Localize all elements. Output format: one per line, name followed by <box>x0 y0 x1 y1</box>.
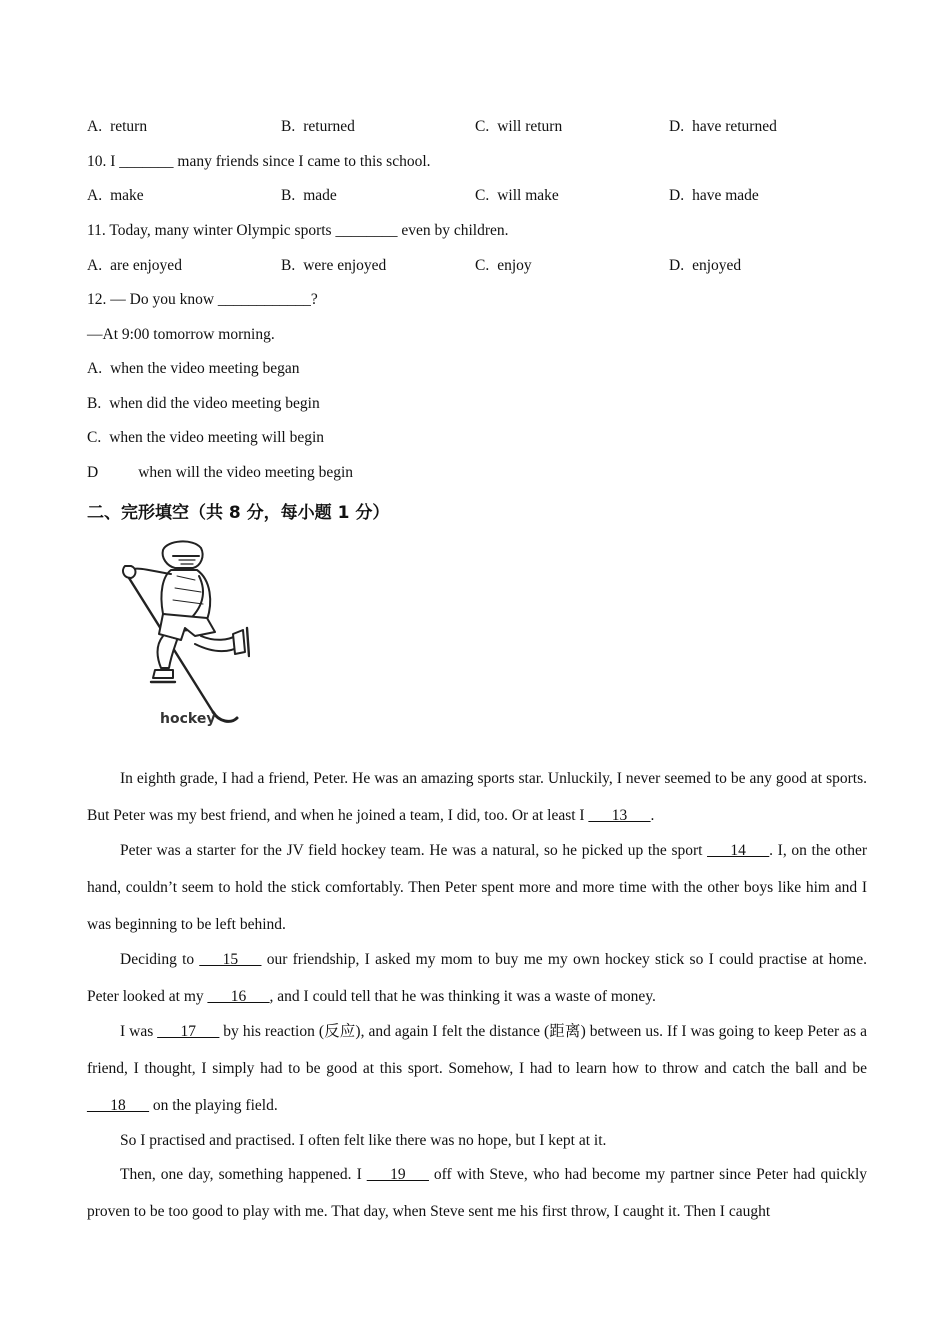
q9-option-d: D. have returned <box>669 118 777 135</box>
q12-option-d: D when will the video meeting begin <box>87 464 354 481</box>
figure-caption: hockey <box>160 711 216 727</box>
section-title: 二、完形填空（共 8 分，每小题 1 分） <box>87 503 390 523</box>
q12-stem: 12. — Do you know ____________? <box>87 291 318 308</box>
blank-18: ___18___ <box>87 1097 149 1114</box>
q9-option-a: A. return <box>87 118 148 135</box>
q11-option-a: A. are enjoyed <box>87 257 182 274</box>
q9-option-b: B. returned <box>281 118 355 135</box>
q10-option-c: C. will make <box>475 187 559 204</box>
q10-option-b: B. made <box>281 187 337 204</box>
passage-paragraph-5: So I practised and practised. I often felt like there was no hope, but I kept at it. <box>120 1132 607 1149</box>
q12-option-c: C. when the video meeting will begin <box>87 429 325 446</box>
passage-paragraph-6: Then, one day, something happened. I ___19___ off with Steve, who had become my partner since Peter had quickly proven to be too good to play with me. That day, when Steve sent me his first throw, I caught it. Then I caught <box>87 1166 867 1220</box>
blank-14: ___14___ <box>707 842 770 859</box>
q11-option-d: D. enjoyed <box>669 257 742 274</box>
q12-option-a: A. when the video meeting began <box>87 360 300 377</box>
blank-13: ___13___ <box>588 807 651 824</box>
q10-option-d: D. have made <box>669 187 759 204</box>
q11-option-c: C. enjoy <box>475 257 532 274</box>
passage-paragraph-2: Peter was a starter for the JV field hockey team. He was a natural, so he picked up the sport ___14___. I, on the other hand, couldn’t seem to hold the stick comfortably. Then Peter spent more and more time with the other boys like him and I was beginning to be left behind. <box>87 842 867 933</box>
q11-stem: 11. Today, many winter Olympic sports ________ even by children. <box>87 222 509 239</box>
blank-19: ___19___ <box>366 1166 429 1183</box>
q10-option-a: A. make <box>87 187 144 204</box>
q11-option-b: B. were enjoyed <box>281 257 387 274</box>
passage-paragraph-1: In eighth grade, I had a friend, Peter. He was an amazing sports star. Unluckily, I never seemed to be any good at sports. But Peter was my best friend, and when he joined a team, I did, too. Or at least I ___13___. <box>87 770 867 824</box>
q12-option-b: B. when did the video meeting begin <box>87 395 320 412</box>
blank-15: ___15___ <box>199 951 262 968</box>
passage-paragraph-3: Deciding to ___15___ our friendship, I asked my mom to buy me my own hockey stick so I could practise at home. Peter looked at my ___16___, and I could tell that he was thinking it was a waste of money. <box>87 951 867 1005</box>
q12-answer-line: —At 9:00 tomorrow morning. <box>87 326 275 343</box>
q10-stem: 10. I _______ many friends since I came to this school. <box>87 153 431 170</box>
blank-16: ___16___ <box>207 988 270 1005</box>
hockey-player-illustration <box>115 536 250 736</box>
q9-option-c: C. will return <box>475 118 563 135</box>
blank-17: ___17___ <box>157 1023 220 1040</box>
passage-paragraph-4: I was ___17___ by his reaction (反应), and again I felt the distance (距离) between us. If I was going to keep Peter as a friend, I thought, I simply had to be good at this sport. Somehow, I had to learn how to throw and catch the ball and be ___18___ on the playing field. <box>87 1023 867 1114</box>
